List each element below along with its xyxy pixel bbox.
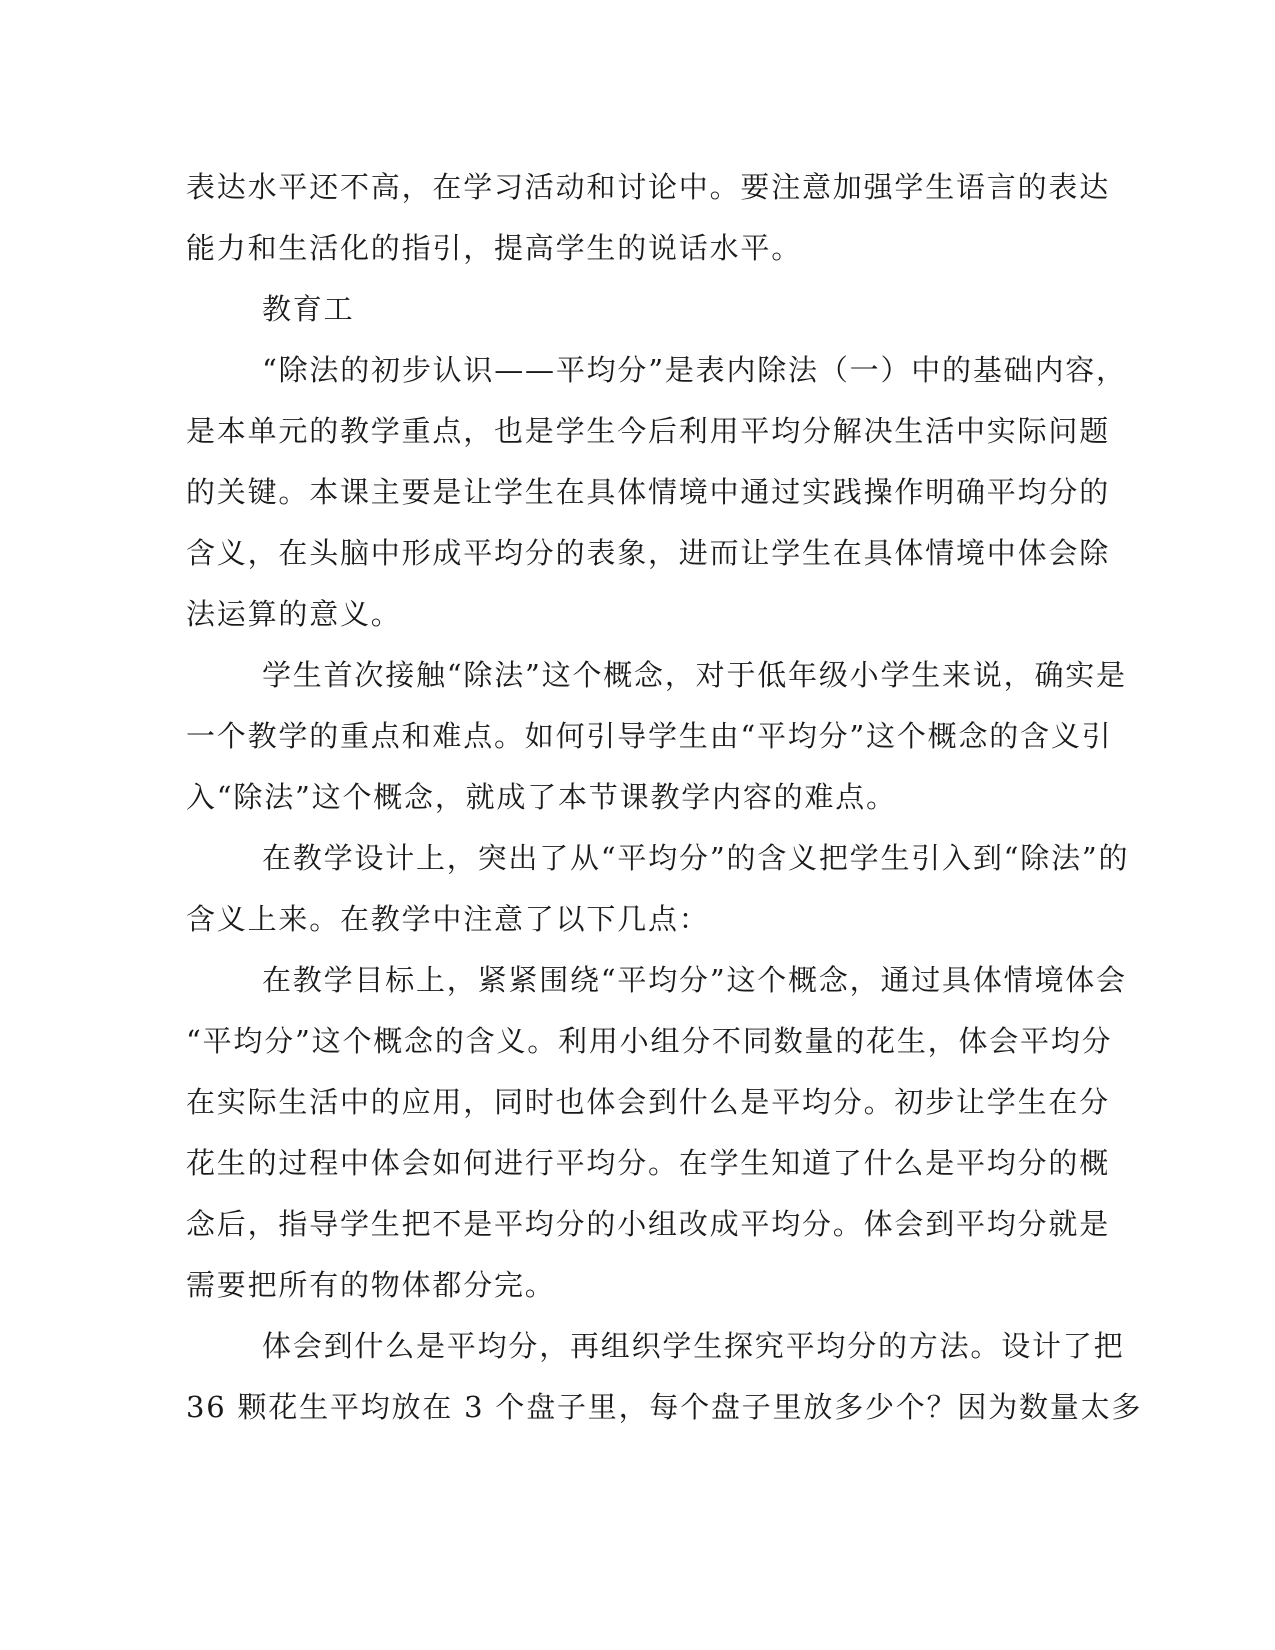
text-line: 含义，在头脑中形成平均分的表象，进而让学生在具体情境中体会除 bbox=[186, 536, 1111, 570]
text-line: 在教学设计上，突出了从“平均分”的含义把学生引入到“除法”的 bbox=[262, 841, 1130, 875]
document-body bbox=[186, 157, 1143, 1438]
text-line: 入“除法”这个概念，就成了本节课教学内容的难点。 bbox=[186, 780, 897, 814]
paragraph-3 bbox=[186, 340, 1127, 645]
text-line: 36 颗花生平均放在 3 个盘子里，每个盘子里放多少个？因为数量太多 bbox=[186, 1390, 1143, 1424]
text-line: 一个教学的重点和难点。如何引导学生由“平均分”这个概念的含义引 bbox=[186, 719, 1113, 753]
paragraph-5 bbox=[186, 828, 1130, 950]
text-line: 花生的过程中体会如何进行平均分。在学生知道了什么是平均分的概 bbox=[186, 1146, 1111, 1180]
text-line: 能力和生活化的指引，提高学生的说话水平。 bbox=[186, 231, 803, 265]
paragraph-6 bbox=[186, 950, 1127, 1316]
text-line: 法运算的意义。 bbox=[186, 597, 402, 631]
text-line: 是本单元的教学重点，也是学生今后利用平均分解决生活中实际问题 bbox=[186, 414, 1111, 448]
text-line: 在实际生活中的应用，同时也体会到什么是平均分。初步让学生在分 bbox=[186, 1085, 1111, 1119]
paragraph-2 bbox=[186, 279, 1086, 340]
text-line: 在教学目标上，紧紧围绕“平均分”这个概念，通过具体情境体会 bbox=[262, 963, 1127, 997]
text-line: 含义上来。在教学中注意了以下几点： bbox=[186, 902, 710, 936]
text-line: “平均分”这个概念的含义。利用小组分不同数量的花生，体会平均分 bbox=[186, 1024, 1113, 1058]
text-line: 教育工 bbox=[262, 292, 355, 326]
text-line: 学生首次接触“除法”这个概念，对于低年级小学生来说，确实是 bbox=[262, 658, 1127, 692]
paragraph-7 bbox=[186, 1316, 1143, 1438]
text-line: “除法的初步认识——平均分”是表内除法（一）中的基础内容， bbox=[262, 353, 1127, 387]
text-line: 念后，指导学生把不是平均分的小组改成平均分。体会到平均分就是 bbox=[186, 1207, 1111, 1241]
text-line: 体会到什么是平均分，再组织学生探究平均分的方法。设计了把 bbox=[262, 1329, 1125, 1363]
text-line: 需要把所有的物体都分完。 bbox=[186, 1268, 556, 1302]
paragraph-4 bbox=[186, 645, 1127, 828]
text-line: 的关键。本课主要是让学生在具体情境中通过实践操作明确平均分的 bbox=[186, 475, 1111, 509]
text-line: 表达水平还不高，在学习活动和讨论中。要注意加强学生语言的表达 bbox=[186, 170, 1111, 204]
paragraph-1 bbox=[186, 157, 1111, 279]
